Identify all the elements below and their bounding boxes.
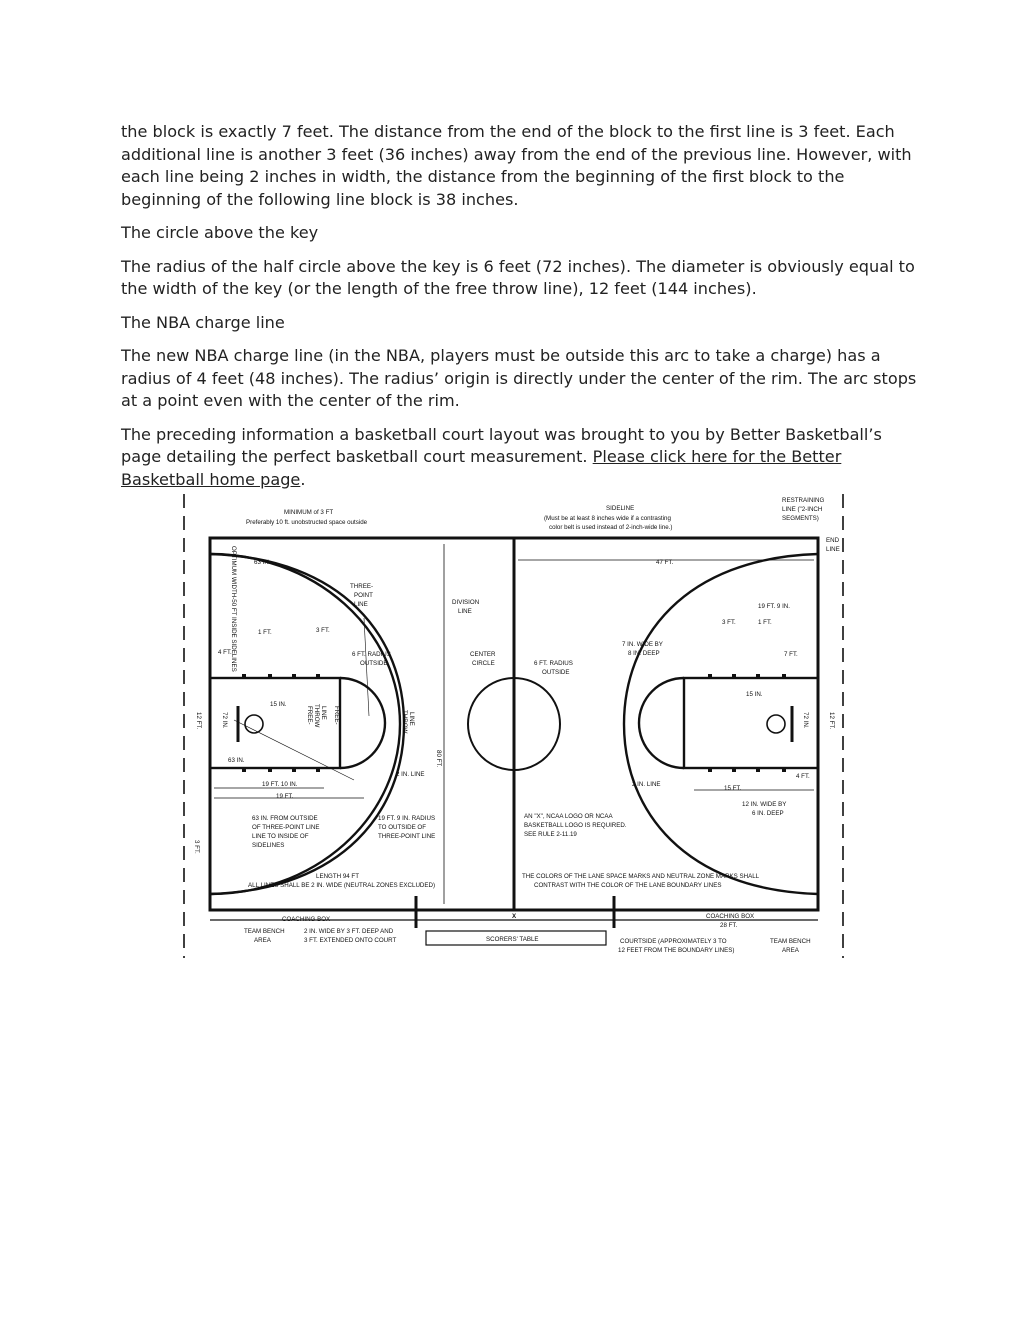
label-sideline-note2: color belt is used instead of 2-inch-wide line.) <box>549 524 673 531</box>
label-outside63a: 63 IN. FROM OUTSIDE <box>252 815 318 822</box>
label-sideline-note1: (Must be at least 8 inches wide if a contrasting <box>544 515 671 522</box>
heading-circle-above-key: The circle above the key <box>121 223 319 242</box>
label-free-throw1: FREE- <box>306 706 313 725</box>
label-free-throw-b3: LINE <box>408 712 415 726</box>
label-outside63d: SIDELINES <box>252 842 285 849</box>
label-radius6b1: 6 FT. RADIUS <box>534 660 573 667</box>
label-three-point2: POINT <box>354 592 373 599</box>
label-coaching-box2a: COACHING BOX <box>706 913 755 920</box>
label-team-bench-b1: TEAM BENCH <box>770 938 811 945</box>
label-radius19a: 19 FT. 9 IN. RADIUS <box>378 815 436 822</box>
better-basketball-home-link[interactable]: Please click here for the Better Basketball home page <box>121 447 842 489</box>
label-7ft: 7 FT. <box>784 651 798 658</box>
label-free-throw-b2: THROW <box>401 710 408 734</box>
label-wide2b: 3 FT. EXTENDED ONTO COURT <box>304 937 397 944</box>
label-x-mark: X <box>512 913 517 920</box>
label-three-point1: THREE- <box>350 583 374 590</box>
label-72in-right: 72 IN. <box>802 712 809 729</box>
label-2in-right: 2 IN. LINE <box>632 781 661 788</box>
label-restraining2: LINE ("2-INCH <box>782 506 823 513</box>
label-19ft10in: 19 FT. 10 IN. <box>262 781 298 788</box>
court-diagram-svg <box>174 488 854 962</box>
label-47ft: 47 FT. <box>656 559 674 566</box>
label-team-bench-b2: AREA <box>782 947 799 954</box>
label-19ft: 19 FT. <box>276 793 294 800</box>
label-pref10: Preferably 10 ft. unobstructed space outside <box>246 519 368 526</box>
label-wide7a: 7 IN. WIDE BY <box>622 641 663 648</box>
label-15ft: 15 FT. <box>724 785 742 792</box>
label-free-throw3: LINE <box>320 706 327 720</box>
label-72in-left: 72 IN. <box>221 712 228 729</box>
label-4ft: 4 FT. <box>218 649 232 656</box>
label-wide12a: 12 IN. WIDE BY <box>742 801 787 808</box>
label-80ft: 80 FT. <box>435 750 442 768</box>
paragraph-block-distance: the block is exactly 7 feet. The distance from the end of the block to the first line is 3 feet. Each additional line is another 3 feet (36 inches) away from the end of the previous line. However, with each line being 2 inches in width, the distance from the beginning of the first block to the beginning of the following line block is 38 inches. <box>121 122 912 209</box>
label-division2: LINE <box>458 608 472 615</box>
label-wide2a: 2 IN. WIDE BY 3 FT. DEEP AND <box>304 928 394 935</box>
label-12ft-right: 12 FT. <box>828 712 835 730</box>
label-wide12b: 6 IN. DEEP <box>752 810 784 817</box>
label-radius6a1: 6 FT. RADIUS <box>352 651 391 658</box>
label-12ft-left: 12 FT. <box>195 712 202 730</box>
label-free-throw-b1: FREE- <box>333 706 340 725</box>
label-center1: CENTER <box>470 651 496 658</box>
label-logo2: BASKETBALL LOGO IS REQUIRED. <box>524 822 627 829</box>
label-radius19c: THREE-POINT LINE <box>378 833 436 840</box>
label-radius6b2: OUTSIDE <box>542 669 570 676</box>
paragraph-circle-radius: The radius of the half circle above the key is 6 feet (72 inches). The diameter is obviously equal to the width of the key (or the length of the free throw line), 12 feet (144 inches). <box>121 256 915 298</box>
label-logo1: AN "X", NCAA LOGO OR NCAA <box>524 813 613 820</box>
court-diagram <box>174 488 854 962</box>
label-team-bench1: TEAM BENCH <box>244 928 285 935</box>
label-1ft-left: 1 FT. <box>258 629 272 636</box>
label-scorers-table: SCORERS' TABLE <box>486 936 539 943</box>
label-radius6a2: OUTSIDE <box>360 660 388 667</box>
paragraph-charge-line: The new NBA charge line (in the NBA, players must be outside this arc to take a charge) has a radius of 4 feet (48 inches). The radius’ origin is directly under the center of the rim. The arc stops at a point even with the center of the rim. <box>121 346 917 410</box>
label-19ft9in: 19 FT. 9 IN. <box>758 603 790 610</box>
label-3ft-left: 3 FT. <box>316 627 330 634</box>
label-2in-left: 2 IN. LINE <box>396 771 425 778</box>
label-logo3: SEE RULE 2-11.19 <box>524 831 577 838</box>
label-1ft-right: 1 FT. <box>758 619 772 626</box>
closing-text: The preceding information a basketball court layout was brought to you by Better Basketball’s page detailing the perfect basketball court measurement. <box>121 424 882 466</box>
closing-period: . <box>300 469 306 489</box>
label-courtside2: 12 FEET FROM THE BOUNDARY LINES) <box>618 947 735 954</box>
label-wide7b: 8 IN. DEEP <box>628 650 660 657</box>
label-63in-b: 63 IN. <box>228 757 245 764</box>
label-endline1: END <box>826 537 840 544</box>
label-courtside1: COURTSIDE (APPROXIMATELY 3 TO <box>620 938 727 945</box>
body-text <box>121 121 921 502</box>
label-colors2: CONTRAST WITH THE COLOR OF THE LANE BOUNDARY LINES <box>534 882 722 889</box>
label-division1: DIVISION <box>452 599 480 606</box>
paragraph-closing <box>121 424 921 492</box>
label-three-point3: LINE <box>354 601 368 608</box>
label-center2: CIRCLE <box>472 660 495 667</box>
label-radius19b: TO OUTSIDE OF <box>378 824 427 831</box>
label-63in: 63 IN. <box>254 559 271 566</box>
label-team-bench2: AREA <box>254 937 271 944</box>
label-colors1: THE COLORS OF THE LANE SPACE MARKS AND NEUTRAL ZONE MARKS SHALL <box>522 873 760 880</box>
label-restraining1: RESTRAINING <box>782 497 825 504</box>
label-coaching-box: COACHING BOX <box>282 916 331 923</box>
label-3ft-right: 3 FT. <box>722 619 736 626</box>
label-optimum-width: OPTIMUM WIDTH-50 FT INSIDE SIDELINES <box>230 546 237 672</box>
label-sideline: SIDELINE <box>606 505 635 512</box>
label-restraining3: SEGMENTS) <box>782 515 819 522</box>
label-outside63b: OF THREE-POINT LINE <box>252 824 320 831</box>
label-length94: LENGTH 94 FT <box>316 873 359 880</box>
label-15in-left: 15 IN. <box>270 701 287 708</box>
label-endline2: LINE <box>826 546 840 553</box>
heading-nba-charge-line: The NBA charge line <box>121 312 285 332</box>
label-free-throw2: THROW <box>313 704 320 728</box>
label-all-lines: ALL LINES SHALL BE 2 IN. WIDE (NEUTRAL ZONES EXCLUDED) <box>248 882 436 889</box>
label-min3ft: MINIMUM of 3 FT <box>284 509 334 516</box>
label-3ft-c: 3 FT. <box>193 840 200 854</box>
label-outside63c: LINE TO INSIDE OF <box>252 833 309 840</box>
label-15in-right: 15 IN. <box>746 691 763 698</box>
label-4ft-b: 4 FT. <box>796 773 810 780</box>
label-coaching-box2b: 28 FT. <box>720 922 738 929</box>
